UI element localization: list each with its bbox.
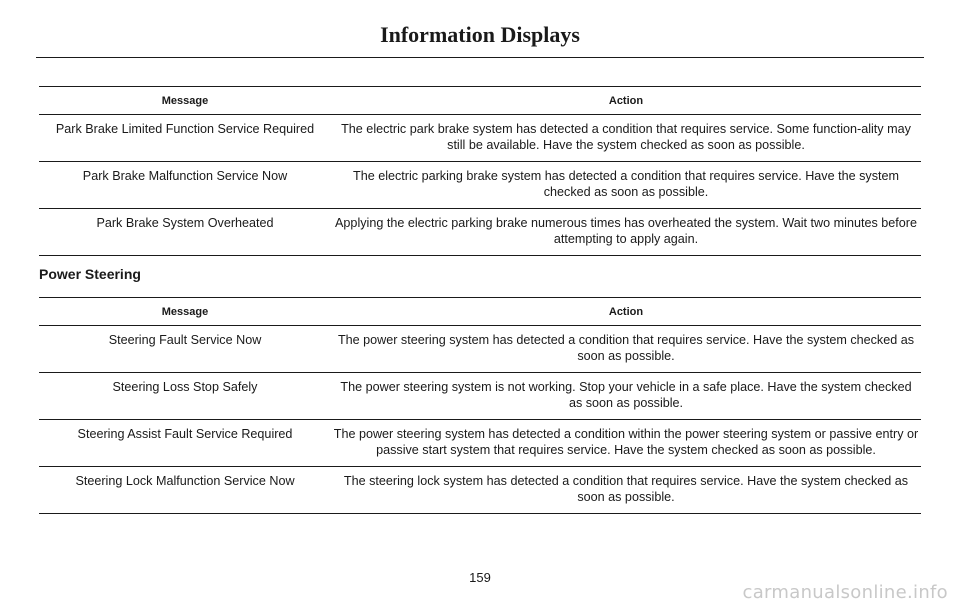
action-cell: The power steering system has detected a condition within the power steering system or passive entry or passive start system that requires service. Have the system checked as soon as possible. [331, 420, 921, 467]
park-brake-messages-table [39, 86, 921, 256]
page-title: Information Displays [380, 22, 580, 47]
header-divider [36, 57, 924, 58]
table-row [39, 373, 921, 420]
message-cell: Steering Fault Service Now [39, 326, 331, 373]
action-cell: The electric parking brake system has detected a condition that requires service. Have the system checked as soon as possible. [331, 162, 921, 209]
message-cell: Park Brake System Overheated [39, 209, 331, 256]
table-row [39, 209, 921, 256]
message-cell: Park Brake Malfunction Service Now [39, 162, 331, 209]
message-cell: Steering Assist Fault Service Required [39, 420, 331, 467]
action-cell: The electric park brake system has detected a condition that requires service. Some function-ality may still be available. Have the system checked as soon as possible. [331, 115, 921, 162]
table-row [39, 162, 921, 209]
power-steering-messages-table [39, 297, 921, 514]
column-header-message: Message [39, 87, 331, 115]
table-row [39, 420, 921, 467]
message-cell: Steering Lock Malfunction Service Now [39, 467, 331, 514]
column-header-action: Action [331, 298, 921, 326]
action-cell: The steering lock system has detected a condition that requires service. Have the system checked as soon as possible. [331, 467, 921, 514]
watermark: carmanualsonline.info [742, 582, 948, 603]
message-cell: Park Brake Limited Function Service Required [39, 115, 331, 162]
page-number: 159 [469, 570, 491, 585]
table-row [39, 467, 921, 514]
column-header-action: Action [331, 87, 921, 115]
table-row [39, 115, 921, 162]
section-heading-power-steering: Power Steering [39, 266, 141, 282]
table-header-row [39, 298, 921, 326]
table-header-row [39, 87, 921, 115]
action-cell: The power steering system has detected a condition that requires service. Have the system checked as soon as possible. [331, 326, 921, 373]
column-header-message: Message [39, 298, 331, 326]
table-row [39, 326, 921, 373]
action-cell: The power steering system is not working. Stop your vehicle in a safe place. Have the system checked as soon as possible. [331, 373, 921, 420]
action-cell: Applying the electric parking brake numerous times has overheated the system. Wait two minutes before attempting to apply again. [331, 209, 921, 256]
message-cell: Steering Loss Stop Safely [39, 373, 331, 420]
